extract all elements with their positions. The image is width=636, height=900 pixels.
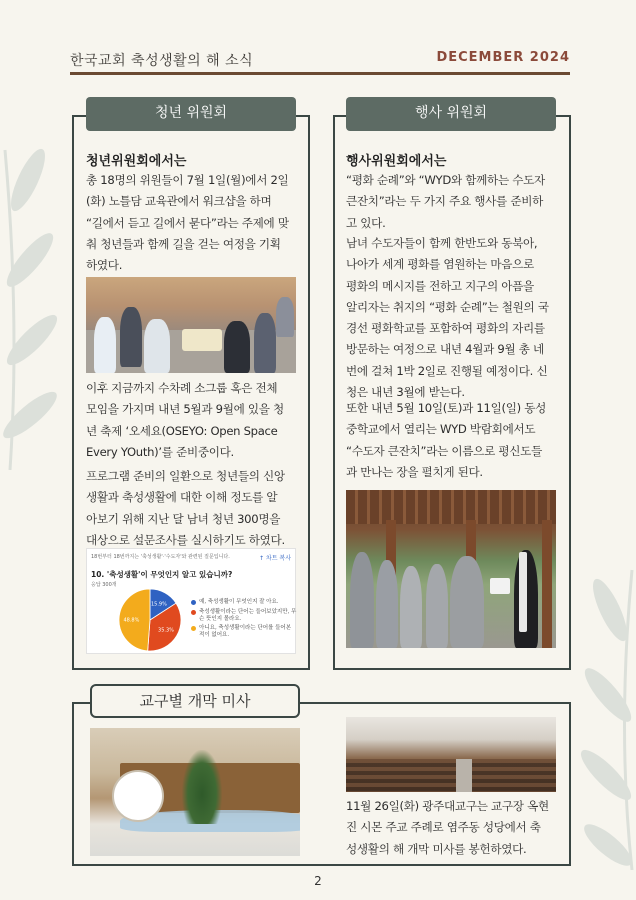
page-header bbox=[70, 50, 570, 74]
issue-date: DECEMBER 2024 bbox=[436, 50, 570, 65]
youth-workshop-photo bbox=[86, 277, 296, 373]
opening-mass-tab: 교구별 개막 미사 bbox=[90, 684, 300, 718]
legend-entry: 예, 축성생활이 무엇인지 잘 아요. bbox=[199, 599, 279, 605]
opening-mass-altar-photo bbox=[90, 728, 300, 856]
events-paragraph-1: “평화 순례”와 “WYD와 함께하는 수도자 큰잔치”라는 두 가지 주요 행사를 준비하 고 있다. bbox=[346, 173, 545, 230]
survey-section-note: 18번부터 18번까지는 '축성생활'·'수도자'와 관련된 질문입니다. bbox=[91, 554, 230, 560]
pie-slice-label: 35.3% bbox=[158, 627, 174, 634]
survey-response-count: 응답 300개 bbox=[91, 582, 117, 588]
legend-entry: 아니요, 축성생활이라는 단어를 들어본 적이 없어요. bbox=[199, 625, 292, 638]
youth-paragraph-2: 이후 지금까지 수차례 소그룹 혹은 전체 모임을 가지며 내년 5월과 9월에 있을 청 년 축제 ‘오세요(OSEYO: Open Space Every YOuth)’를 준비중이다. bbox=[86, 381, 284, 459]
survey-question: 10. '축성생활'이 무엇인지 알고 있습니까? bbox=[91, 570, 233, 579]
survey-chart-panel bbox=[86, 548, 296, 654]
leaf-decoration-right-icon bbox=[572, 560, 636, 870]
church-interior-photo bbox=[346, 717, 556, 792]
events-paragraph-2: 남녀 수도자들이 함께 한반도와 동북아, 나아가 세계 평화를 염원하는 마음으로 평화의 메시지를 전하고 지구의 아픔을 알리자는 취지의 “평화 순례”는 철원의 국 경선 평화학교를 포함하여 평화의 자리를 방문하는 여정으로 내년 4월과 9월 총 네 번에 걸쳐 1박 2일로 진행될 예정이다. 신 청은 내년 3월에 받는다. bbox=[346, 236, 549, 400]
youth-committee-tab: 청년 위원회 bbox=[86, 97, 296, 131]
header-divider bbox=[70, 72, 570, 75]
events-paragraph-3: 또한 내년 5월 10일(토)과 11일(일) 동성 중학교에서 열리는 WYD 박람회에서도 “수도자 큰잔치”라는 이름으로 평신도들 과 만나는 장을 펼치게 된다. bbox=[346, 401, 546, 479]
events-heading: 행사위원회에서는 bbox=[346, 154, 447, 169]
youth-paragraph-1: 총 18명의 위원들이 7월 1일(월)에서 2일 (화) 노틀담 교육관에서 워크샵을 하며 “길에서 듣고 길에서 묻다”라는 주제에 맞 춰 청년들과 함께 길을 걷는 여정을 기획 하였다. bbox=[86, 173, 289, 273]
youth-paragraph-3: 프로그램 준비의 일환으로 청년들의 신앙 생활과 축성생활에 대한 이해 정도를 알 아보기 위해 지난 달 남녀 청년 300명을 대상으로 설문조사를 실시하기도 하였다. bbox=[86, 469, 285, 547]
youth-heading: 청년위원회에서는 bbox=[86, 154, 187, 169]
newsletter-title: 한국교회 축성생활의 해 소식 bbox=[70, 53, 254, 69]
pie-slice-label: 48.8% bbox=[123, 617, 140, 624]
page-number: 2 bbox=[314, 874, 322, 888]
legend-swatch bbox=[191, 600, 196, 605]
legend-swatch bbox=[191, 610, 196, 615]
opening-mass-text: 11월 26일(화) 광주대교구는 교구장 옥현 진 시몬 주교 주례로 염주동 성당에서 축 성생활의 해 개막 미사를 봉헌하였다. bbox=[346, 799, 549, 856]
leaf-decoration-left-icon bbox=[0, 140, 70, 470]
peace-pilgrimage-photo bbox=[346, 490, 556, 648]
copy-chart-button[interactable]: ↑ 차트 복사 bbox=[258, 555, 291, 562]
pie-slice-label: 15.9% bbox=[150, 601, 167, 608]
legend-entry: 축성생활이라는 단어는 들어보았지만, 무슨 뜻인지 몰라요. bbox=[199, 609, 297, 622]
events-committee-tab: 행사 위원회 bbox=[346, 97, 556, 131]
pie-chart bbox=[117, 587, 183, 653]
legend-swatch bbox=[191, 626, 196, 631]
